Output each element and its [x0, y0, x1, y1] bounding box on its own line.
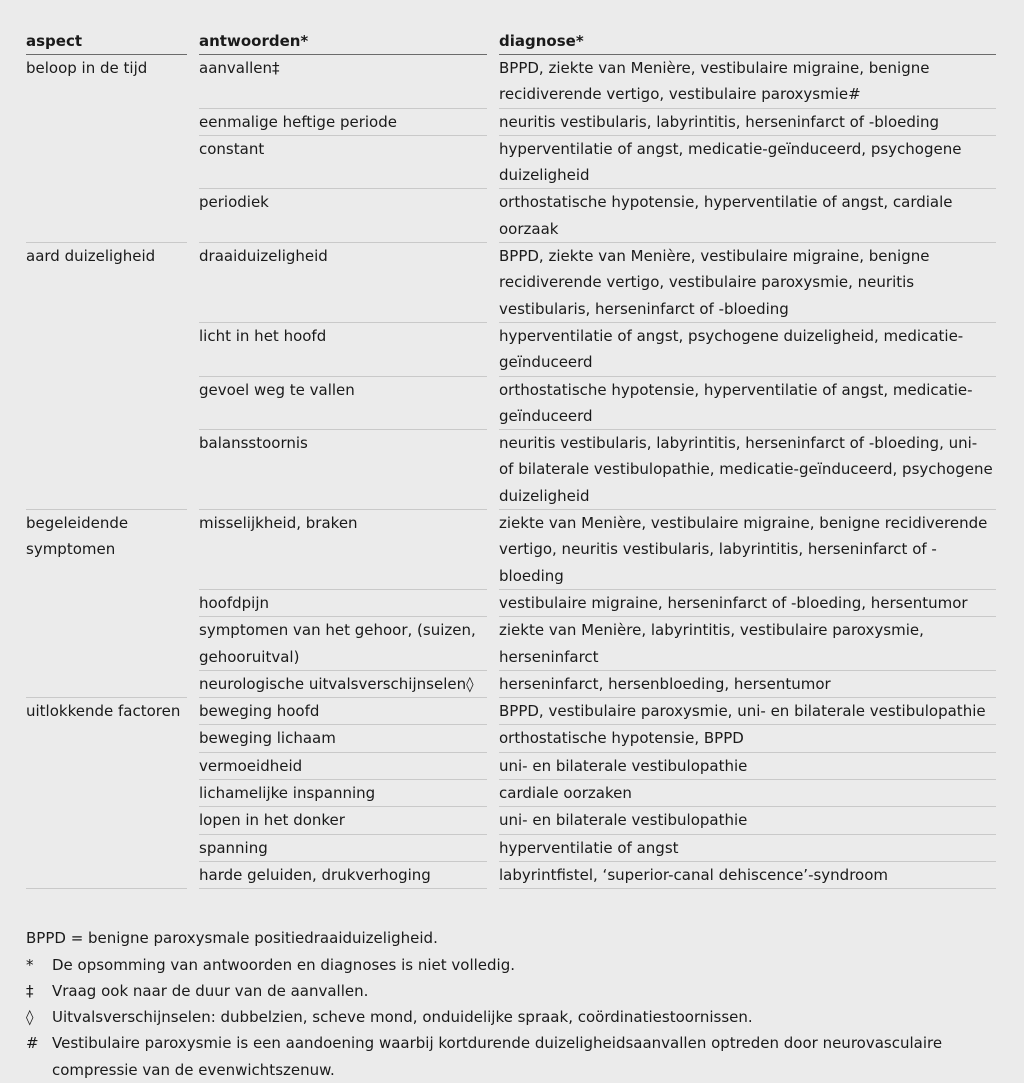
cell-diagnosis: cardiale oorzaken: [499, 780, 996, 807]
cell-answer: beweging hoofd: [199, 698, 487, 725]
cell-aspect: [26, 835, 187, 862]
footnote-text: Vestibulaire paroxysmie is een aandoening waarbij kortdurende duizeligheidsaanvallen optreden door neurovasculaire compressie van de evenwichtszenuw.: [52, 1034, 943, 1079]
cell-aspect: [26, 753, 187, 780]
footnote-symbol: ◊: [26, 1008, 34, 1027]
header-diagnosis: diagnose*: [499, 28, 996, 55]
cell-answer: spanning: [199, 835, 487, 862]
header-answers: antwoorden*: [199, 28, 487, 55]
cell-aspect: [26, 377, 187, 431]
cell-diagnosis: orthostatische hypotensie, BPPD: [499, 725, 996, 752]
cell-answer: eenmalige heftige periode: [199, 109, 487, 136]
cell-aspect: [26, 617, 187, 671]
cell-diagnosis: uni- en bilaterale vestibulopathie: [499, 807, 996, 834]
cell-answer: balansstoornis: [199, 430, 487, 510]
cell-diagnosis: neuritis vestibularis, labyrintitis, herseninfarct of -bloeding, uni- of bilaterale vestibulopathie, medicatie-geïnduceerd, psychogene duizeligheid: [499, 430, 996, 510]
cell-diagnosis: neuritis vestibularis, labyrintitis, herseninfarct of -bloeding: [499, 109, 996, 136]
cell-aspect: [26, 323, 187, 377]
header-aspect: aspect: [26, 28, 187, 55]
cell-diagnosis: uni- en bilaterale vestibulopathie: [499, 753, 996, 780]
cell-aspect: begeleidende symptomen: [26, 514, 129, 559]
cell-answer: draaiduizeligheid: [199, 243, 487, 323]
cell-aspect: [26, 671, 187, 698]
footnote-symbol: ‡: [26, 981, 34, 1000]
cell-answer: harde geluiden, drukverhoging: [199, 862, 487, 889]
footnotes: [26, 925, 998, 1083]
cell-answer: periodiek: [199, 189, 487, 243]
cell-aspect: [26, 780, 187, 807]
cell-diagnosis: BPPD, ziekte van Menière, vestibulaire migraine, benigne recidiverende vertigo, vestibulaire paroxysmie#: [499, 55, 996, 109]
cell-aspect: aard duizeligheid: [26, 247, 156, 266]
cell-diagnosis: hyperventilatie of angst, medicatie-geïnduceerd, psychogene duizeligheid: [499, 136, 996, 190]
cell-aspect: beloop in de tijd: [26, 59, 148, 77]
cell-answer: beweging lichaam: [199, 725, 487, 752]
cell-diagnosis: BPPD, ziekte van Menière, vestibulaire migraine, benigne recidiverende vertigo, vestibulaire paroxysmie, neuritis vestibularis, herseninfarct of -bloeding: [499, 243, 996, 323]
footnote-symbol: *: [26, 955, 34, 974]
cell-answer: vermoeidheid: [199, 753, 487, 780]
footnote: [26, 925, 998, 951]
cell-aspect: [26, 136, 187, 190]
footnote: [26, 1030, 998, 1083]
cell-aspect: [26, 807, 187, 834]
cell-answer: lichamelijke inspanning: [199, 780, 487, 807]
cell-aspect: [26, 189, 187, 243]
cell-aspect: [26, 109, 187, 136]
cell-answer: lopen in het donker: [199, 807, 487, 834]
footnote: [26, 978, 998, 1004]
cell-answer: constant: [199, 136, 487, 190]
cell-answer: misselijkheid, braken: [199, 510, 487, 590]
cell-diagnosis: labyrintfistel, ‘superior-canal dehiscence’-syndroom: [499, 862, 996, 889]
cell-diagnosis: ziekte van Menière, vestibulaire migraine, benigne recidiverende vertigo, neuritis vestibularis, labyrintitis, herseninfarct of -bloeding: [499, 510, 996, 590]
footnote: [26, 1004, 998, 1030]
footnote: [26, 952, 998, 978]
cell-diagnosis: vestibulaire migraine, herseninfarct of -bloeding, hersentumor: [499, 590, 996, 617]
cell-diagnosis: orthostatische hypotensie, hyperventilatie of angst, medicatie-geïnduceerd: [499, 377, 996, 431]
footnote-text: De opsomming van antwoorden en diagnoses is niet volledig.: [52, 955, 516, 974]
diagnosis-table: [26, 28, 998, 889]
cell-aspect: uitlokkende factoren: [26, 702, 181, 721]
footnote-text: BPPD = benigne paroxysmale positiedraaiduizeligheid.: [26, 929, 438, 948]
cell-answer: hoofdpijn: [199, 590, 487, 617]
cell-aspect: [26, 862, 187, 889]
cell-answer: licht in het hoofd: [199, 323, 487, 377]
cell-answer: symptomen van het gehoor, (suizen, gehooruitval): [199, 617, 487, 671]
cell-aspect: [26, 725, 187, 752]
footnote-symbol: #: [26, 1034, 39, 1053]
footnote-text: Uitvalsverschijnselen: dubbelzien, scheve mond, onduidelijke spraak, coördinatiestoornissen.: [52, 1008, 753, 1027]
cell-answer: aanvallen‡: [199, 55, 487, 109]
cell-diagnosis: BPPD, vestibulaire paroxysmie, uni- en bilaterale vestibulopathie: [499, 698, 996, 725]
cell-aspect: [26, 430, 187, 510]
cell-answer: gevoel weg te vallen: [199, 377, 487, 431]
cell-answer: neurologische uitvalsverschijnselen◊: [199, 671, 487, 698]
cell-diagnosis: ziekte van Menière, labyrintitis, vestibulaire paroxysmie, herseninfarct: [499, 617, 996, 671]
cell-diagnosis: hyperventilatie of angst: [499, 835, 996, 862]
cell-diagnosis: orthostatische hypotensie, hyperventilatie of angst, cardiale oorzaak: [499, 189, 996, 243]
cell-diagnosis: herseninfarct, hersenbloeding, hersentumor: [499, 671, 996, 698]
footnote-text: Vraag ook naar de duur van de aanvallen.: [52, 981, 369, 1000]
cell-aspect: [26, 590, 187, 617]
cell-diagnosis: hyperventilatie of angst, psychogene duizeligheid, medicatie-geïnduceerd: [499, 323, 996, 377]
